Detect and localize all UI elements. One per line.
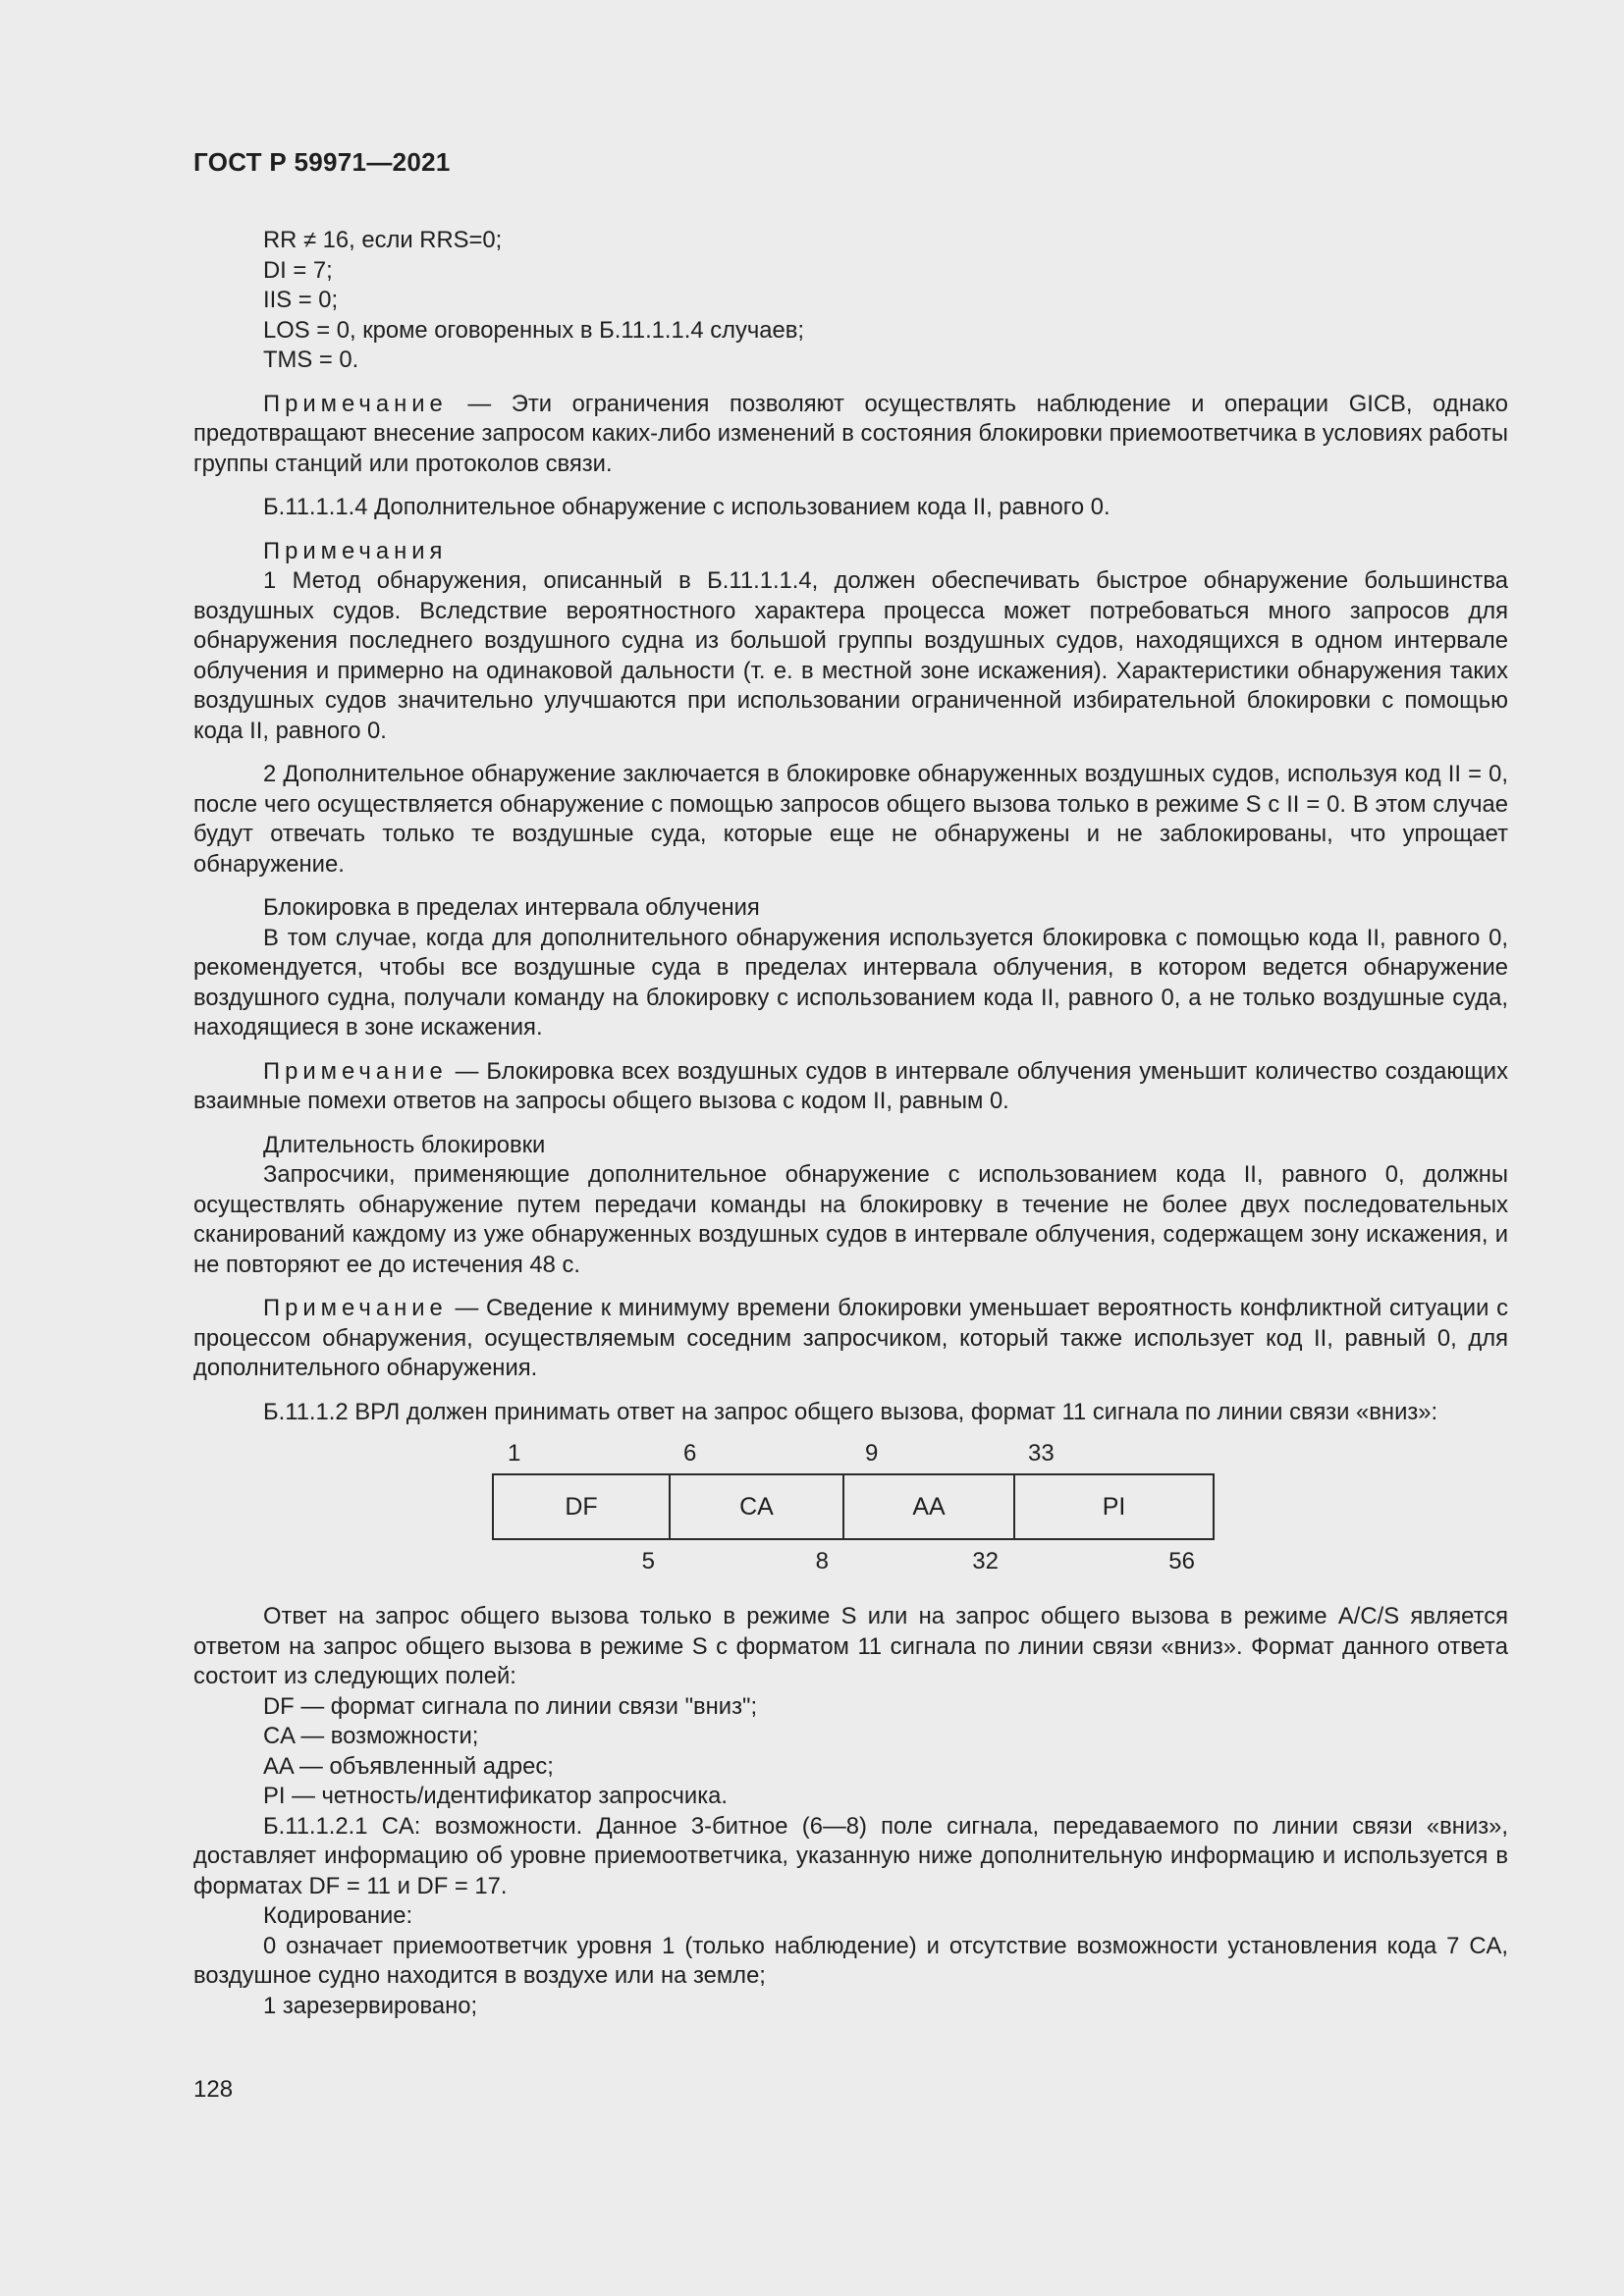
format-diagram — [193, 1441, 1508, 1578]
note-item: 1 Метод обнаружения, описанный в Б.11.1.1.4, должен обеспечивать быстрое обнаружение большинства воздушных судов. Вследствие вероятностного характера процесса может потребоваться много запросов для обнаружения последнего воздушного судна из большой группы воздушных судов, находящихся в одном интервале облучения и примерно на одинаковой дальности (т. е. в местной зоне искажения). Характеристики обнаружения таких воздушных судов значительно улучшаются при использовании ограниченной избирательной блокировки с помощью кода II, равного 0. — [193, 567, 1508, 744]
field-cell: PI — [1102, 1492, 1126, 1521]
note-text: — Сведение к минимуму времени блокировки уменьшает вероятность конфликтной ситуации с процессом обнаружения, осуществляемым соседним запросчиком, который также использует код II, равный 0, для дополнительного обнаружения. — [193, 1295, 1508, 1381]
field-definition: CA — возможности; — [263, 1723, 479, 1749]
section-heading: Б.11.1.2 ВРЛ должен принимать ответ на запрос общего вызова, формат 11 сигнала по линии связи «вниз»: — [263, 1398, 1438, 1425]
note-text: — Эти ограничения позволяют осуществлять наблюдение и операции GICB, однако предотвращают внесение запросом каких-либо изменений в состояния блокировки приемоответчика в условиях работы группы станций или протоколов связи. — [193, 390, 1508, 477]
coding-heading: Кодирование: — [263, 1902, 413, 1929]
note-label: Примечание — [263, 1057, 448, 1085]
note-paragraph — [193, 1294, 1508, 1384]
bit-number-top: 9 — [865, 1440, 879, 1467]
note-item: 2 Дополнительное обнаружение заключается в блокировке обнаруженных воздушных судов, используя код II = 0, после чего осуществляется обнаружение с помощью запросов общего вызова только в режиме S с II = 0. В этом случае будут отвечать только те воздушные суда, которые еще не обнаружены и не заблокированы, что упрощает обнаружение. — [193, 761, 1508, 878]
section-paragraph: Б.11.1.2.1 CA: возможности. Данное 3-битное (6—8) поле сигнала, передаваемого по линии связи «вниз», доставляет информацию об уровне приемоответчика, указанную ниже дополнительную информацию и используется в форматах DF = 11 и DF = 17. — [193, 1812, 1508, 1899]
bit-number-top: 1 — [508, 1440, 521, 1467]
note-paragraph — [193, 1057, 1508, 1117]
section-heading: Б.11.1.1.4 Дополнительное обнаружение с использованием кода II, равного 0. — [263, 494, 1110, 520]
bit-number-bottom: 5 — [641, 1548, 655, 1575]
note-label: Примечание — [263, 390, 448, 417]
coding-item: 0 означает приемоответчик уровня 1 (только наблюдение) и отсутствие возможности установления кода 7 CA, воздушное судно находится в воздухе или на земле; — [193, 1932, 1508, 1989]
bit-number-top: 6 — [683, 1440, 697, 1467]
note-text: — Блокировка всех воздушных судов в интервале облучения уменьшит количество создающих взаимные помехи ответов на запросы общего вызова с кодом II, равным 0. — [193, 1057, 1508, 1114]
note-label: Примечание — [263, 1295, 448, 1321]
field-cell: CA — [671, 1475, 844, 1538]
bit-number-bottom: 56 — [1168, 1548, 1195, 1575]
field-cell: AA — [844, 1475, 1015, 1538]
note-paragraph — [193, 390, 1508, 480]
field-definition: DF — формат сигнала по линии связи "вниз"; — [263, 1692, 758, 1720]
body-paragraph: Запросчики, применяющие дополнительное обнаружение с использованием кода II, равного 0, должны осуществлять обнаружение путем передачи команды на блокировку в течение не более двух последовательных сканирований каждому из уже обнаруженных воздушных судов в интервале облучения, содержащем зону искажения, и не повторяют ее до истечения 48 с. — [193, 1161, 1508, 1278]
bit-number-top: 33 — [1028, 1440, 1055, 1467]
document-header: ГОСТ Р 59971—2021 — [193, 147, 451, 177]
condition-line: IIS = 0; — [263, 287, 339, 313]
field-definition: AA — объявленный адрес; — [263, 1752, 554, 1780]
condition-line: RR ≠ 16, если RRS=0; — [263, 227, 503, 253]
bit-number-bottom: 8 — [815, 1548, 829, 1575]
condition-line: TMS = 0. — [263, 347, 359, 373]
notes-heading: Примечания — [263, 537, 448, 564]
field-definition: PI — четность/идентификатор запросчика. — [263, 1783, 729, 1809]
condition-line: LOS = 0, кроме оговоренных в Б.11.1.1.4 случаев; — [263, 316, 805, 344]
document-body — [193, 226, 1508, 2021]
body-paragraph: В том случае, когда для дополнительного обнаружения используется блокировка с помощью кода II, равного 0, рекомендуется, чтобы все воздушные суда в пределах интервала облучения, в котором ведется обнаружение воздушного судна, получали команду на блокировку с использованием кода II, равного 0, а не только воздушные суда, находящиеся в зоне искажения. — [193, 924, 1508, 1041]
coding-item: 1 зарезервировано; — [263, 1992, 478, 2019]
subheading: Длительность блокировки — [263, 1131, 546, 1158]
condition-line: DI = 7; — [263, 256, 333, 284]
page-number: 128 — [193, 2076, 234, 2103]
format-table — [492, 1473, 1215, 1540]
field-cell: DF — [494, 1475, 671, 1538]
bit-number-bottom: 32 — [972, 1548, 999, 1575]
subheading: Блокировка в пределах интервала облучения — [263, 894, 760, 921]
body-paragraph: Ответ на запрос общего вызова только в режиме S или на запрос общего вызова в режиме A/C/S является ответом на запрос общего вызова в режиме S с форматом 11 сигнала по линии связи «вниз». Формат данного ответа состоит из следующих полей: — [193, 1603, 1508, 1689]
